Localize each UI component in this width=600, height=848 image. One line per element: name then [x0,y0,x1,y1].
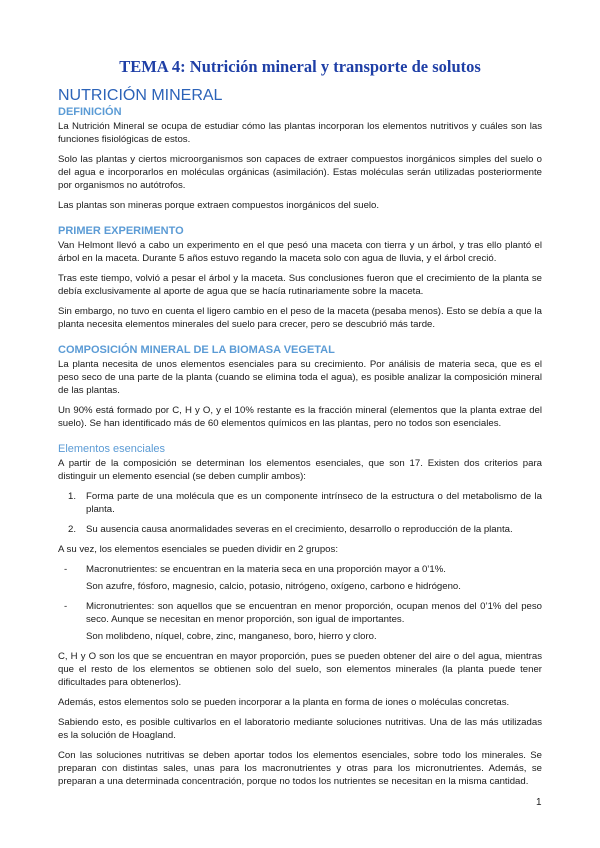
group-item [58,563,542,576]
bullet-dash: - [64,564,68,575]
definicion-paragraph-2: Solo las plantas y ciertos microorganismos son capaces de extraer compuestos inorgánicos simples del suelo o del agua e incorporarlos en moléculas orgánicas (asimilación). Estas moléculas serán utilizadas posteriormente por organismos no autótrofos. [58,154,542,191]
criterion-text: Forma parte de una molécula que es un componente intrínseco de la estructura o del metabolismo de la planta. [86,491,542,515]
group-text: Micronutrientes: son aquellos que se encuentran en menor proporción, ocupan menos del 0’1% del peso seco. Aunque se necesitan en menor proporción, son igual de importantes. [86,601,542,625]
section-heading: NUTRICIÓN MINERAL [58,87,223,104]
composicion-paragraph-2: Un 90% está formado por C, H y O, y el 10% restante es la fracción mineral (elementos que la planta extrae del suelo). Se han identificado más de 60 elementos químicos en las plantas, pero no todos son esenciales. [58,405,542,429]
elementos-paragraph-4: Con las soluciones nutritivas se deben aportar todos los elementos esenciales, sobre todo los minerales. Se preparan con distintas sales, unas para los macronutrientes y otras para los micronutrientes. Además, se preparan a una determinada concentración, porque no todos los nutrientes se necesitan en la misma cantidad. [58,750,542,787]
criterion-number: 2. [68,524,77,535]
definicion-paragraph-3: Las plantas son mineras porque extraen compuestos inorgánicos del suelo. [58,200,380,211]
elementos-paragraph-1: C, H y O son los que se encuentran en mayor proporción, pues se pueden obtener del aire o del agua, mientras que el resto de los elementos se obtienen solo del suelo, son elementos minerales (la planta puede tener dificultades para obtenerlos). [58,651,542,688]
experimento-heading: PRIMER EXPERIMENTO [58,225,184,237]
page-number: 1 [536,797,542,808]
elementos-paragraph-3: Sabiendo esto, es posible cultivarlos en el laboratorio mediante soluciones nutritivas. Una de las más utilizadas es la solución de Hoagland. [58,717,542,741]
group-text: Macronutrientes: se encuentran en la materia seca en una proporción mayor a 0’1%. [86,564,446,575]
group-examples: Son azufre, fósforo, magnesio, calcio, potasio, nitrógeno, oxígeno, carbono e hidrógeno. [86,581,461,592]
elementos-intro: A partir de la composición se determinan los elementos esenciales, que son 17. Existen dos criterios para distinguir un elemento esencial (se deben cumplir ambos): [58,458,542,482]
elementos-heading: Elementos esenciales [58,443,166,455]
document-title: TEMA 4: Nutrición mineral y transporte de solutos [119,57,481,76]
composicion-heading: COMPOSICIÓN MINERAL DE LA BIOMASA VEGETAL [58,344,335,356]
experimento-paragraph-3: Sin embargo, no tuvo en cuenta el ligero cambio en el peso de la maceta (pesaba menos). Esto se debía a que la planta necesita elementos minerales del suelo para crecer, pero se descubrió más tarde. [58,306,542,330]
experimento-paragraph-1: Van Helmont llevó a cabo un experimento en el que pesó una maceta con tierra y un árbol, y tras ello plantó el árbol en la maceta. Durante 5 años estuvo regando la maceta solo con agua de lluvia, y el árbol creció. [58,240,542,264]
group-examples: Son molibdeno, níquel, cobre, zinc, manganeso, boro, hierro y cloro. [86,631,377,642]
group-item [58,600,542,626]
composicion-paragraph-1: La planta necesita de unos elementos esenciales para su crecimiento. Por análisis de materia seca, que es el peso seco de una parte de la planta (cuando se elimina toda el agua), es posible analizar la composición mineral de las plantas. [58,359,542,396]
definicion-heading: DEFINICIÓN [58,106,122,118]
definicion-paragraph-1: La Nutrición Mineral se ocupa de estudiar cómo las plantas incorporan los elementos nutritivos y cuáles son las funciones fisiológicas de estos. [58,121,542,145]
elementos-paragraph-2: Además, estos elementos solo se pueden incorporar a la planta en forma de iones o moléculas concretas. [58,697,510,708]
criterion-item [58,490,542,516]
criterion-text: Su ausencia causa anormalidades severas en el crecimiento, desarrollo o reproducción de la planta. [86,524,513,535]
experimento-paragraph-2: Tras este tiempo, volvió a pesar el árbol y la maceta. Sus conclusiones fueron que el crecimiento de la planta se debía exclusivamente al aporte de agua que se hacía rutinariamente sobre la maceta. [58,273,542,297]
groups-intro: A su vez, los elementos esenciales se pueden dividir en 2 grupos: [58,544,338,555]
document-body [58,86,542,795]
bullet-dash: - [64,601,68,612]
criterion-number: 1. [68,491,77,502]
criterion-item [58,523,542,536]
